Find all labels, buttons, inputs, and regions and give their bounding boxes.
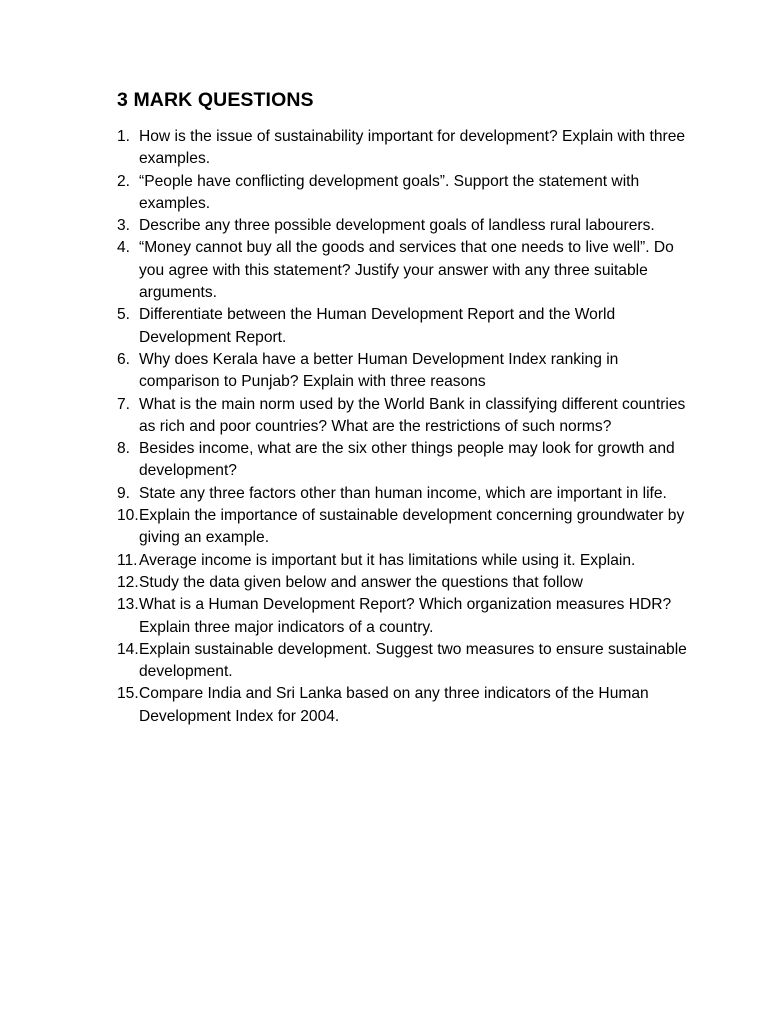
- question-text: Explain the importance of sustainable development concerning groundwater by giving an example.: [139, 507, 685, 547]
- question-number: 3.: [117, 217, 131, 235]
- question-item: [117, 394, 692, 439]
- question-number: 7.: [117, 395, 131, 413]
- question-number: 12.: [117, 573, 139, 591]
- question-number: 2.: [117, 172, 131, 190]
- question-number: 1.: [117, 128, 131, 145]
- question-number: 4.: [117, 239, 131, 257]
- question-number: 8.: [117, 440, 131, 458]
- page-heading: 3 MARK QUESTIONS: [117, 89, 314, 111]
- question-item: [117, 594, 692, 639]
- question-text: Differentiate between the Human Development Report and the World Development Report.: [139, 306, 616, 346]
- question-item: [117, 483, 692, 505]
- question-text: State any three factors other than human income, which are important in life.: [139, 484, 667, 502]
- question-text: Describe any three possible development goals of landless rural labourers.: [139, 217, 655, 235]
- question-item: [117, 126, 692, 171]
- question-text: Explain sustainable development. Suggest two measures to ensure sustainable development.: [139, 640, 687, 681]
- question-list: [117, 126, 692, 728]
- question-item: [117, 171, 692, 216]
- question-item: [117, 550, 692, 572]
- question-text: “People have conflicting development goals”. Support the statement with examples.: [139, 172, 640, 212]
- question-item: [117, 215, 692, 237]
- question-text: Study the data given below and answer the questions that follow: [139, 573, 583, 591]
- question-number: 10.: [117, 507, 139, 525]
- question-number: 5.: [117, 306, 131, 324]
- question-item: [117, 349, 692, 394]
- question-text: Why does Kerala have a better Human Development Index ranking in comparison to Punjab? Explain with three reasons: [139, 350, 619, 391]
- question-number: 14.: [117, 640, 139, 658]
- question-text: Average income is important but it has limitations while using it. Explain.: [139, 551, 636, 569]
- question-item: [117, 639, 692, 684]
- question-text: What is the main norm used by the World Bank in classifying different countries as rich and poor countries? What are the restrictions of such norms?: [139, 395, 686, 435]
- question-item: [117, 438, 692, 483]
- question-number: 13.: [117, 596, 139, 614]
- question-item: [117, 683, 692, 728]
- question-item: [117, 505, 692, 550]
- question-text: “Money cannot buy all the goods and services that one needs to live well”. Do you agree with this statement? Justify your answer with any three suitable arguments.: [139, 239, 674, 302]
- question-item: [117, 572, 692, 594]
- question-number: 15.: [117, 685, 139, 703]
- question-item: [117, 237, 692, 304]
- question-text: Besides income, what are the six other things people may look for growth and development?: [139, 440, 675, 480]
- question-item: [117, 304, 692, 349]
- question-number: 9.: [117, 484, 131, 502]
- question-text: Compare India and Sri Lanka based on any three indicators of the Human Development Index for 2004.: [139, 685, 649, 725]
- question-text: What is a Human Development Report? Which organization measures HDR? Explain three major indicators of a country.: [139, 596, 672, 636]
- question-text: How is the issue of sustainability important for development? Explain with three examples.: [139, 128, 686, 168]
- question-number: 6.: [117, 350, 131, 368]
- question-number: 11.: [117, 551, 138, 569]
